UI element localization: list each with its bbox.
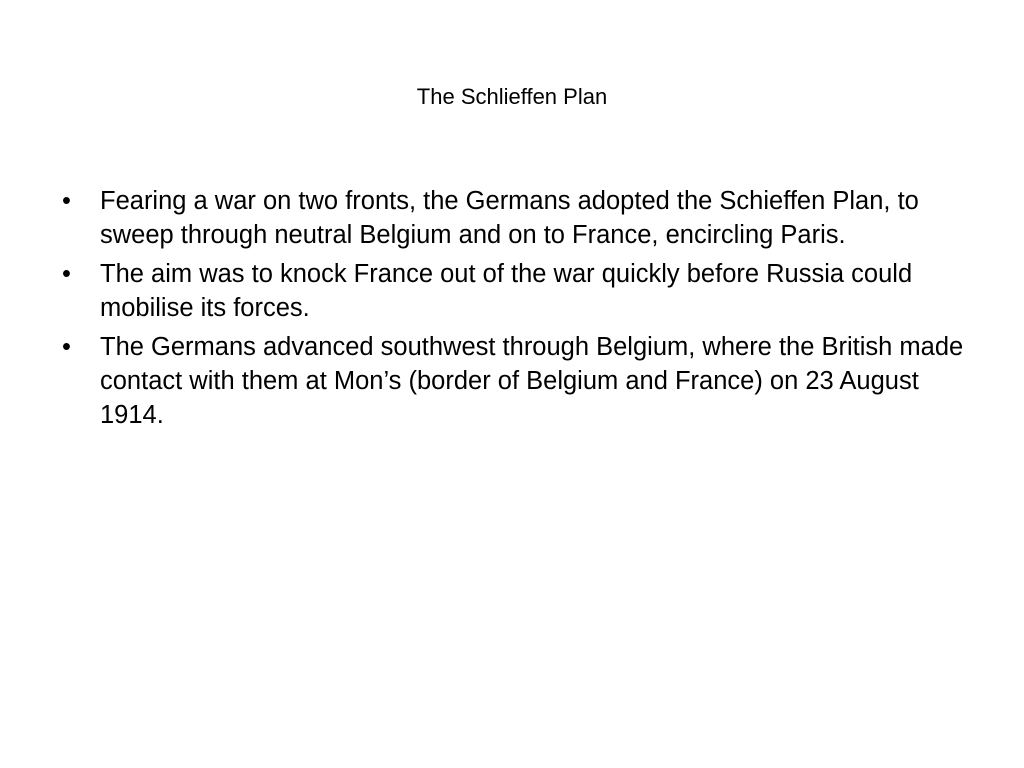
bullet-icon: •: [62, 260, 71, 288]
bullet-icon: •: [62, 333, 71, 361]
slide-title: The Schlieffen Plan: [416, 84, 608, 109]
list-item: [62, 330, 972, 432]
bullet-icon: •: [62, 187, 71, 215]
list-item: [62, 257, 972, 325]
bullet-text: The aim was to knock France out of the war quickly before Russia could mobilise its forces.: [100, 260, 913, 322]
bullet-list: [62, 184, 972, 437]
list-item: [62, 184, 972, 252]
bullet-text: Fearing a war on two fronts, the Germans adopted the Schieffen Plan, to sweep through neutral Belgium and on to France, encircling Paris.: [100, 187, 919, 249]
bullet-text: The Germans advanced southwest through Belgium, where the British made contact with them at Mon’s (border of Belgium and France) on 23 August 1914.: [100, 333, 964, 429]
